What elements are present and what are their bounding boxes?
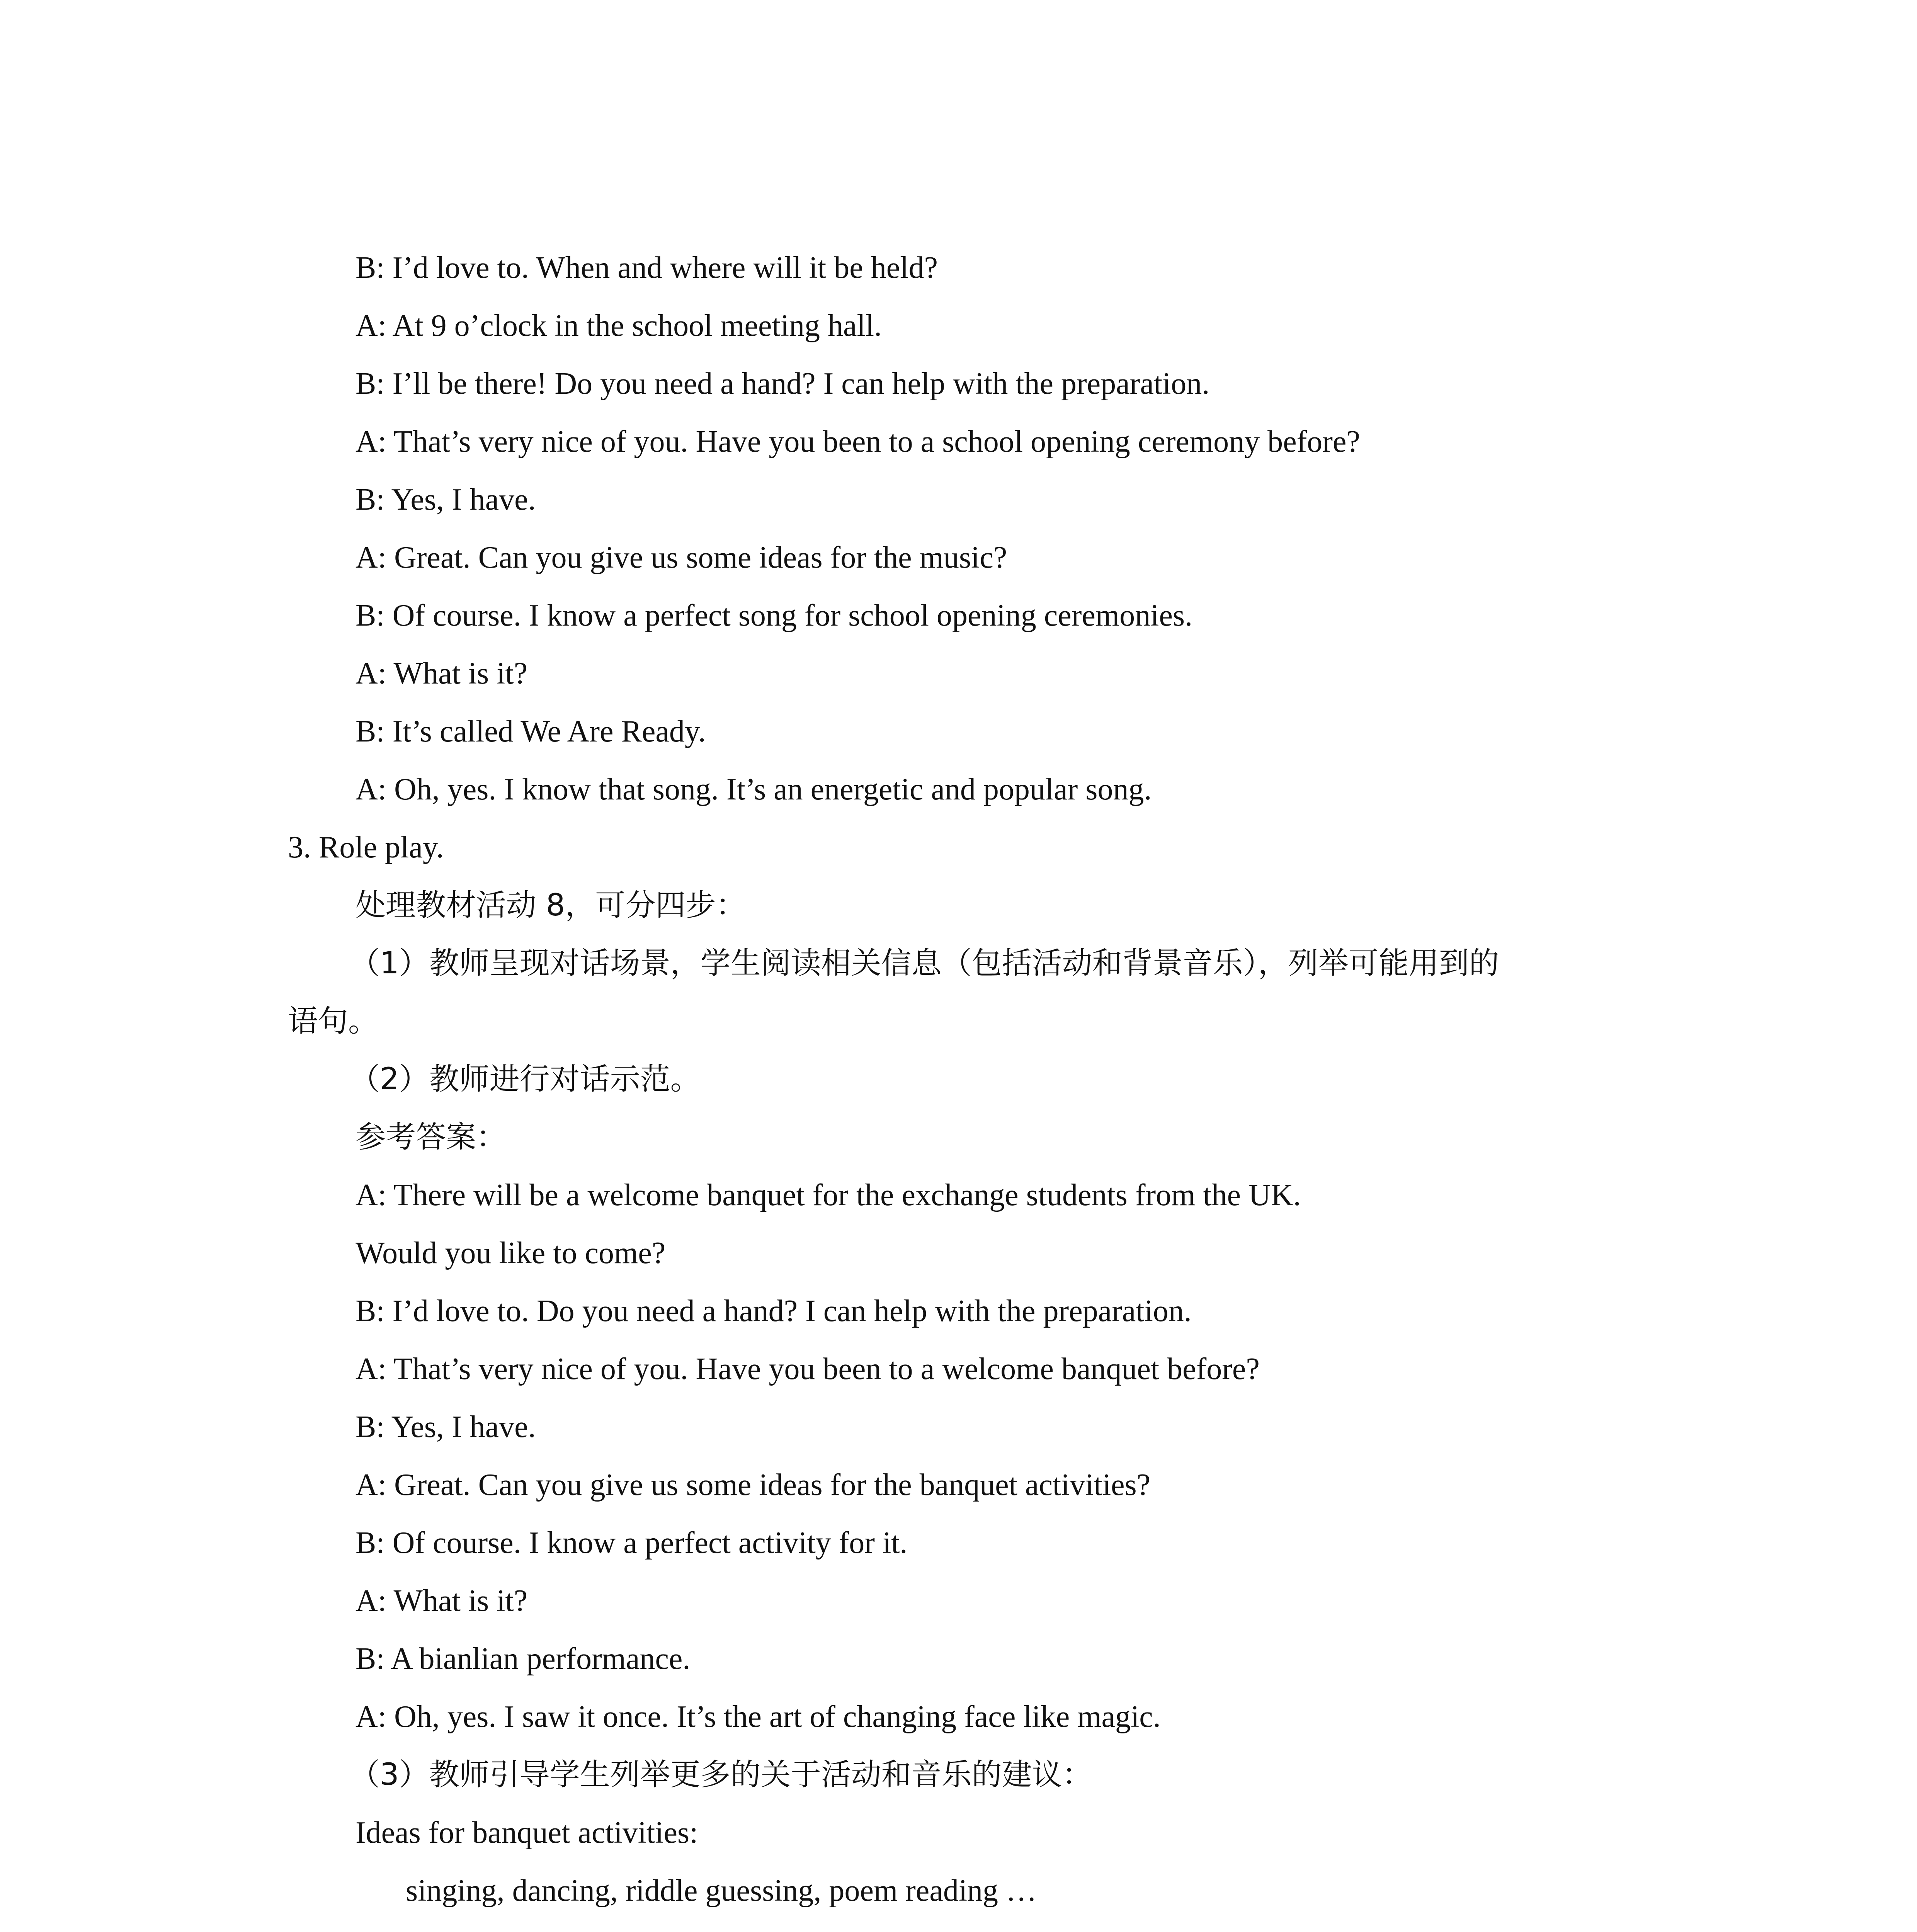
dialogue2-line-5: B: Yes, I have.	[356, 1410, 536, 1444]
dialogue2-line-2: Would you like to come?	[356, 1236, 666, 1270]
dialogue2-line-6: A: Great. Can you give us some ideas for the banquet activities?	[356, 1468, 1151, 1502]
dialogue1-line-7: B: Of course. I know a perfect song for school opening ceremonies.	[356, 599, 1193, 633]
dialogue2-line-3: B: I’d love to. Do you need a hand? I can help with the preparation.	[356, 1294, 1192, 1328]
dialogue1-line-3: B: I’ll be there! Do you need a hand? I can help with the preparation.	[356, 367, 1210, 401]
dialogue1-line-10: A: Oh, yes. I know that song. It’s an energetic and popular song.	[356, 772, 1152, 806]
dialogue1-line-6: A: Great. Can you give us some ideas for the music?	[356, 541, 1007, 575]
answer-label: 参考答案：	[356, 1120, 507, 1155]
instructions-step1-line2: 语句。	[288, 1004, 379, 1039]
dialogue1-line-5: B: Yes, I have.	[356, 483, 536, 517]
dialogue1-line-1: B: I’d love to. When and where will it be held?	[356, 251, 938, 285]
section-heading: 3. Role play.	[288, 830, 444, 864]
ideas-music-label	[356, 1927, 814, 1932]
dialogue1-line-9: B: It’s called We Are Ready.	[356, 714, 706, 748]
dialogue2-line-8: A: What is it?	[356, 1584, 528, 1618]
dialogue2-line-4: A: That’s very nice of you. Have you been to a welcome banquet before?	[356, 1352, 1260, 1386]
dialogue1-line-8: A: What is it?	[356, 656, 528, 690]
dialogue2-line-1: A: There will be a welcome banquet for the exchange students from the UK.	[356, 1178, 1301, 1212]
dialogue2-line-9: B: A bianlian performance.	[356, 1642, 691, 1676]
dialogue2-line-7: B: Of course. I know a perfect activity for it.	[356, 1526, 908, 1560]
instructions-step2: （2）教师进行对话示范。	[350, 1062, 701, 1097]
dialogue1-line-2: A: At 9 o’clock in the school meeting hall.	[356, 309, 882, 343]
dialogue2-line-10: A: Oh, yes. I saw it once. It’s the art of changing face like magic.	[356, 1700, 1161, 1734]
ideas-activities-list: singing, dancing, riddle guessing, poem reading …	[406, 1874, 1037, 1908]
instructions-intro: 处理教材活动 8，可分四步：	[356, 888, 746, 923]
dialogue1-line-4: A: That’s very nice of you. Have you been to a school opening ceremony before?	[356, 425, 1360, 459]
instructions-step3: （3）教师引导学生列举更多的关于活动和音乐的建议：	[350, 1757, 1092, 1792]
ideas-activities-label: Ideas for banquet activities:	[356, 1816, 698, 1850]
instructions-step1-line1: （1）教师呈现对话场景，学生阅读相关信息（包括活动和背景音乐），列举可能用到的	[350, 946, 1499, 981]
